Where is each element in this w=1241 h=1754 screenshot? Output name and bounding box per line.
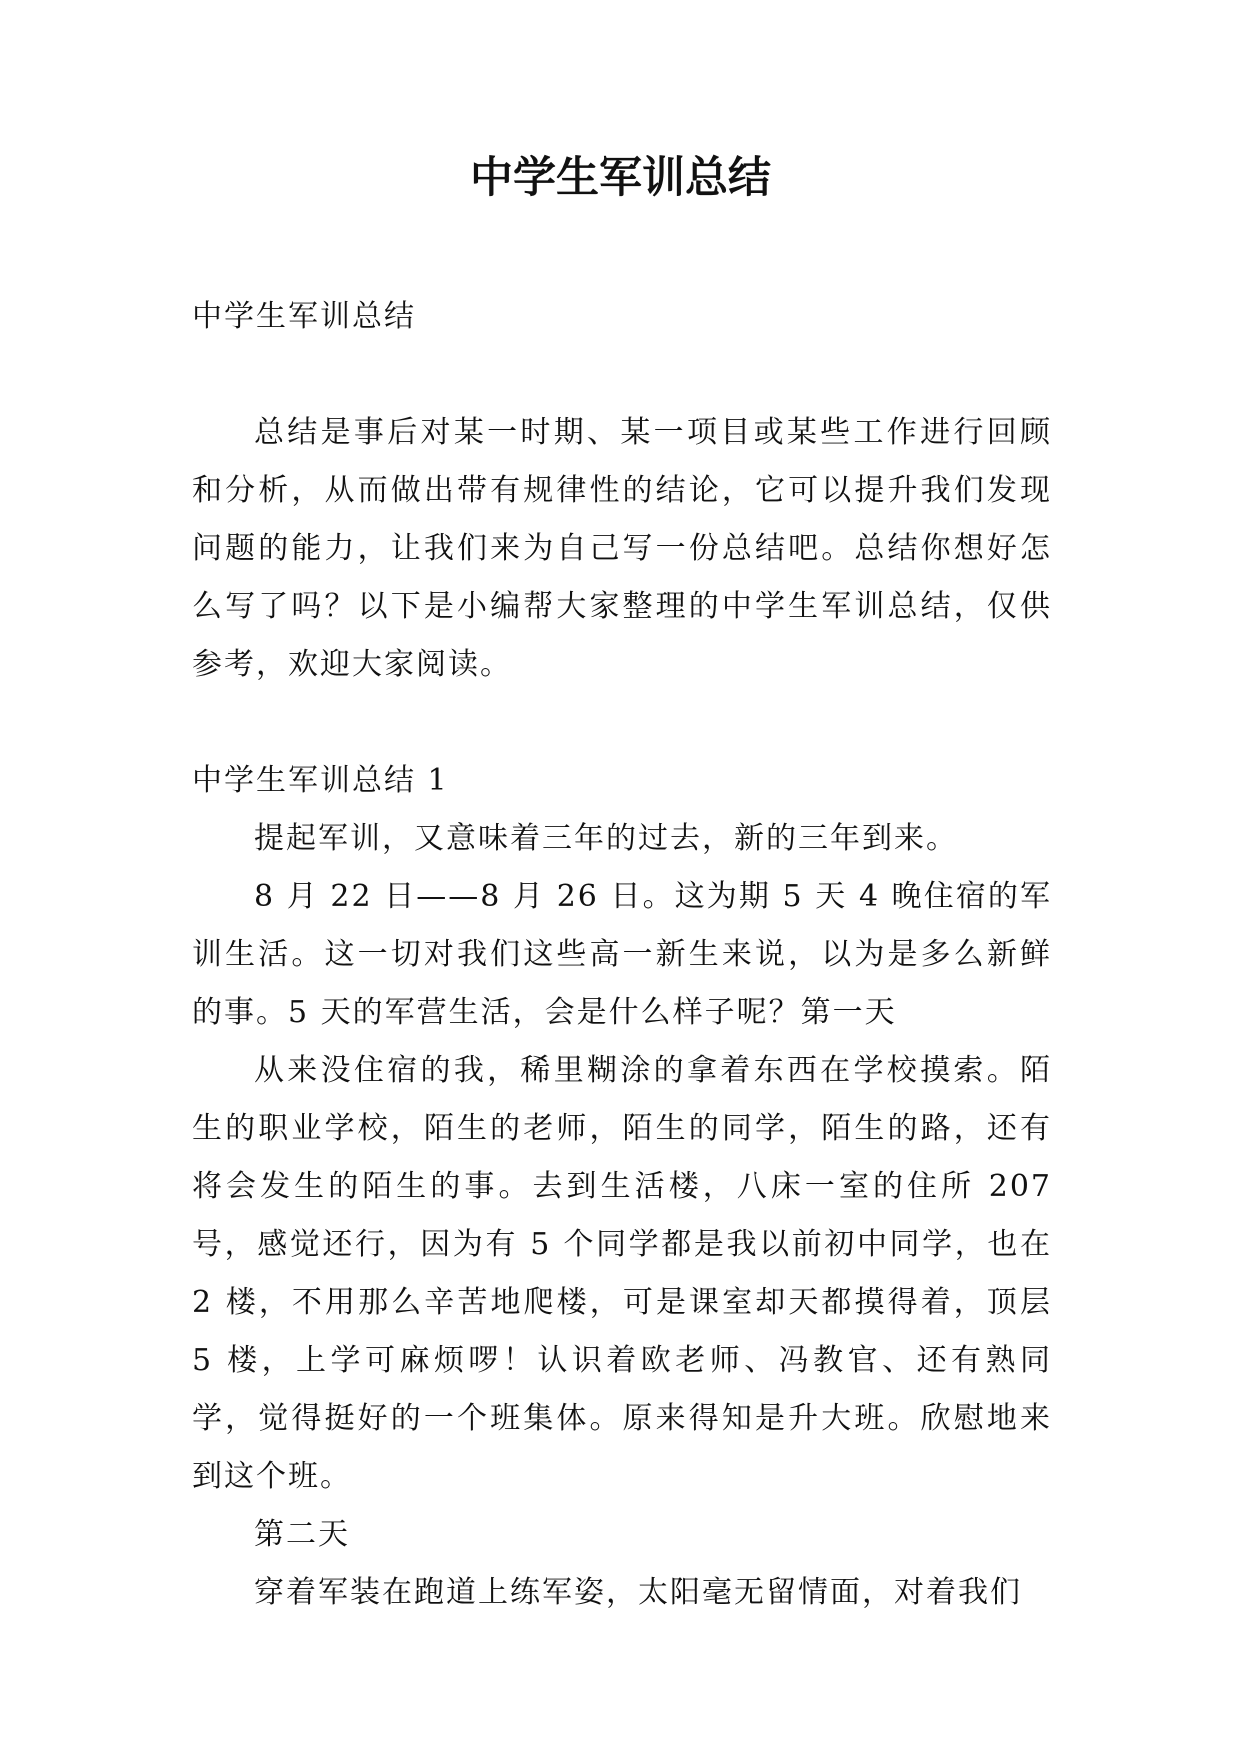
body-paragraph: 从来没住宿的我，稀里糊涂的拿着东西在学校摸索。陌生的职业学校，陌生的老师，陌生的同学，陌生的路，还有将会发生的陌生的事。去到生活楼，八床一室的住所 207 号，感觉还行，因为有 5 个同学都是我以前初中同学，也在 2 楼，不用那么辛苦地爬楼，可是课室却天都摸得着，顶层 5 楼，上学可麻烦啰！认识着欧老师、冯教官、还有熟同学，觉得挺好的一个班集体。原来得知是升大班。欣慰地来到这个班。 [192, 1053, 1052, 1494]
body-paragraph: 提起军训，又意味着三年的过去，新的三年到来。 [254, 821, 958, 856]
body-paragraph: 穿着军装在跑道上练军姿，太阳毫无留情面，对着我们 [254, 1575, 1022, 1610]
intro-paragraph: 总结是事后对某一时期、某一项目或某些工作进行回顾和分析，从而做出带有规律性的结论，它可以提升我们发现问题的能力，让我们来为自己写一份总结吧。总结你想好怎么写了吗？以下是小编帮大家整理的中学生军训总结，仅供参考，欢迎大家阅读。 [192, 415, 1052, 682]
day-heading: 第二天 [254, 1517, 350, 1552]
document-title: 中学生军训总结 [470, 153, 771, 203]
body-paragraph: 8 月 22 日——8 月 26 日。这为期 5 天 4 晚住宿的军训生活。这一切对我们这些高一新生来说，以为是多么新鲜的事。5 天的军营生活，会是什么样子呢？第一天 [192, 879, 1052, 1030]
document-body [192, 288, 1052, 1622]
section-heading: 中学生军训总结 1 [192, 763, 449, 798]
document-subtitle: 中学生军训总结 [192, 299, 416, 334]
